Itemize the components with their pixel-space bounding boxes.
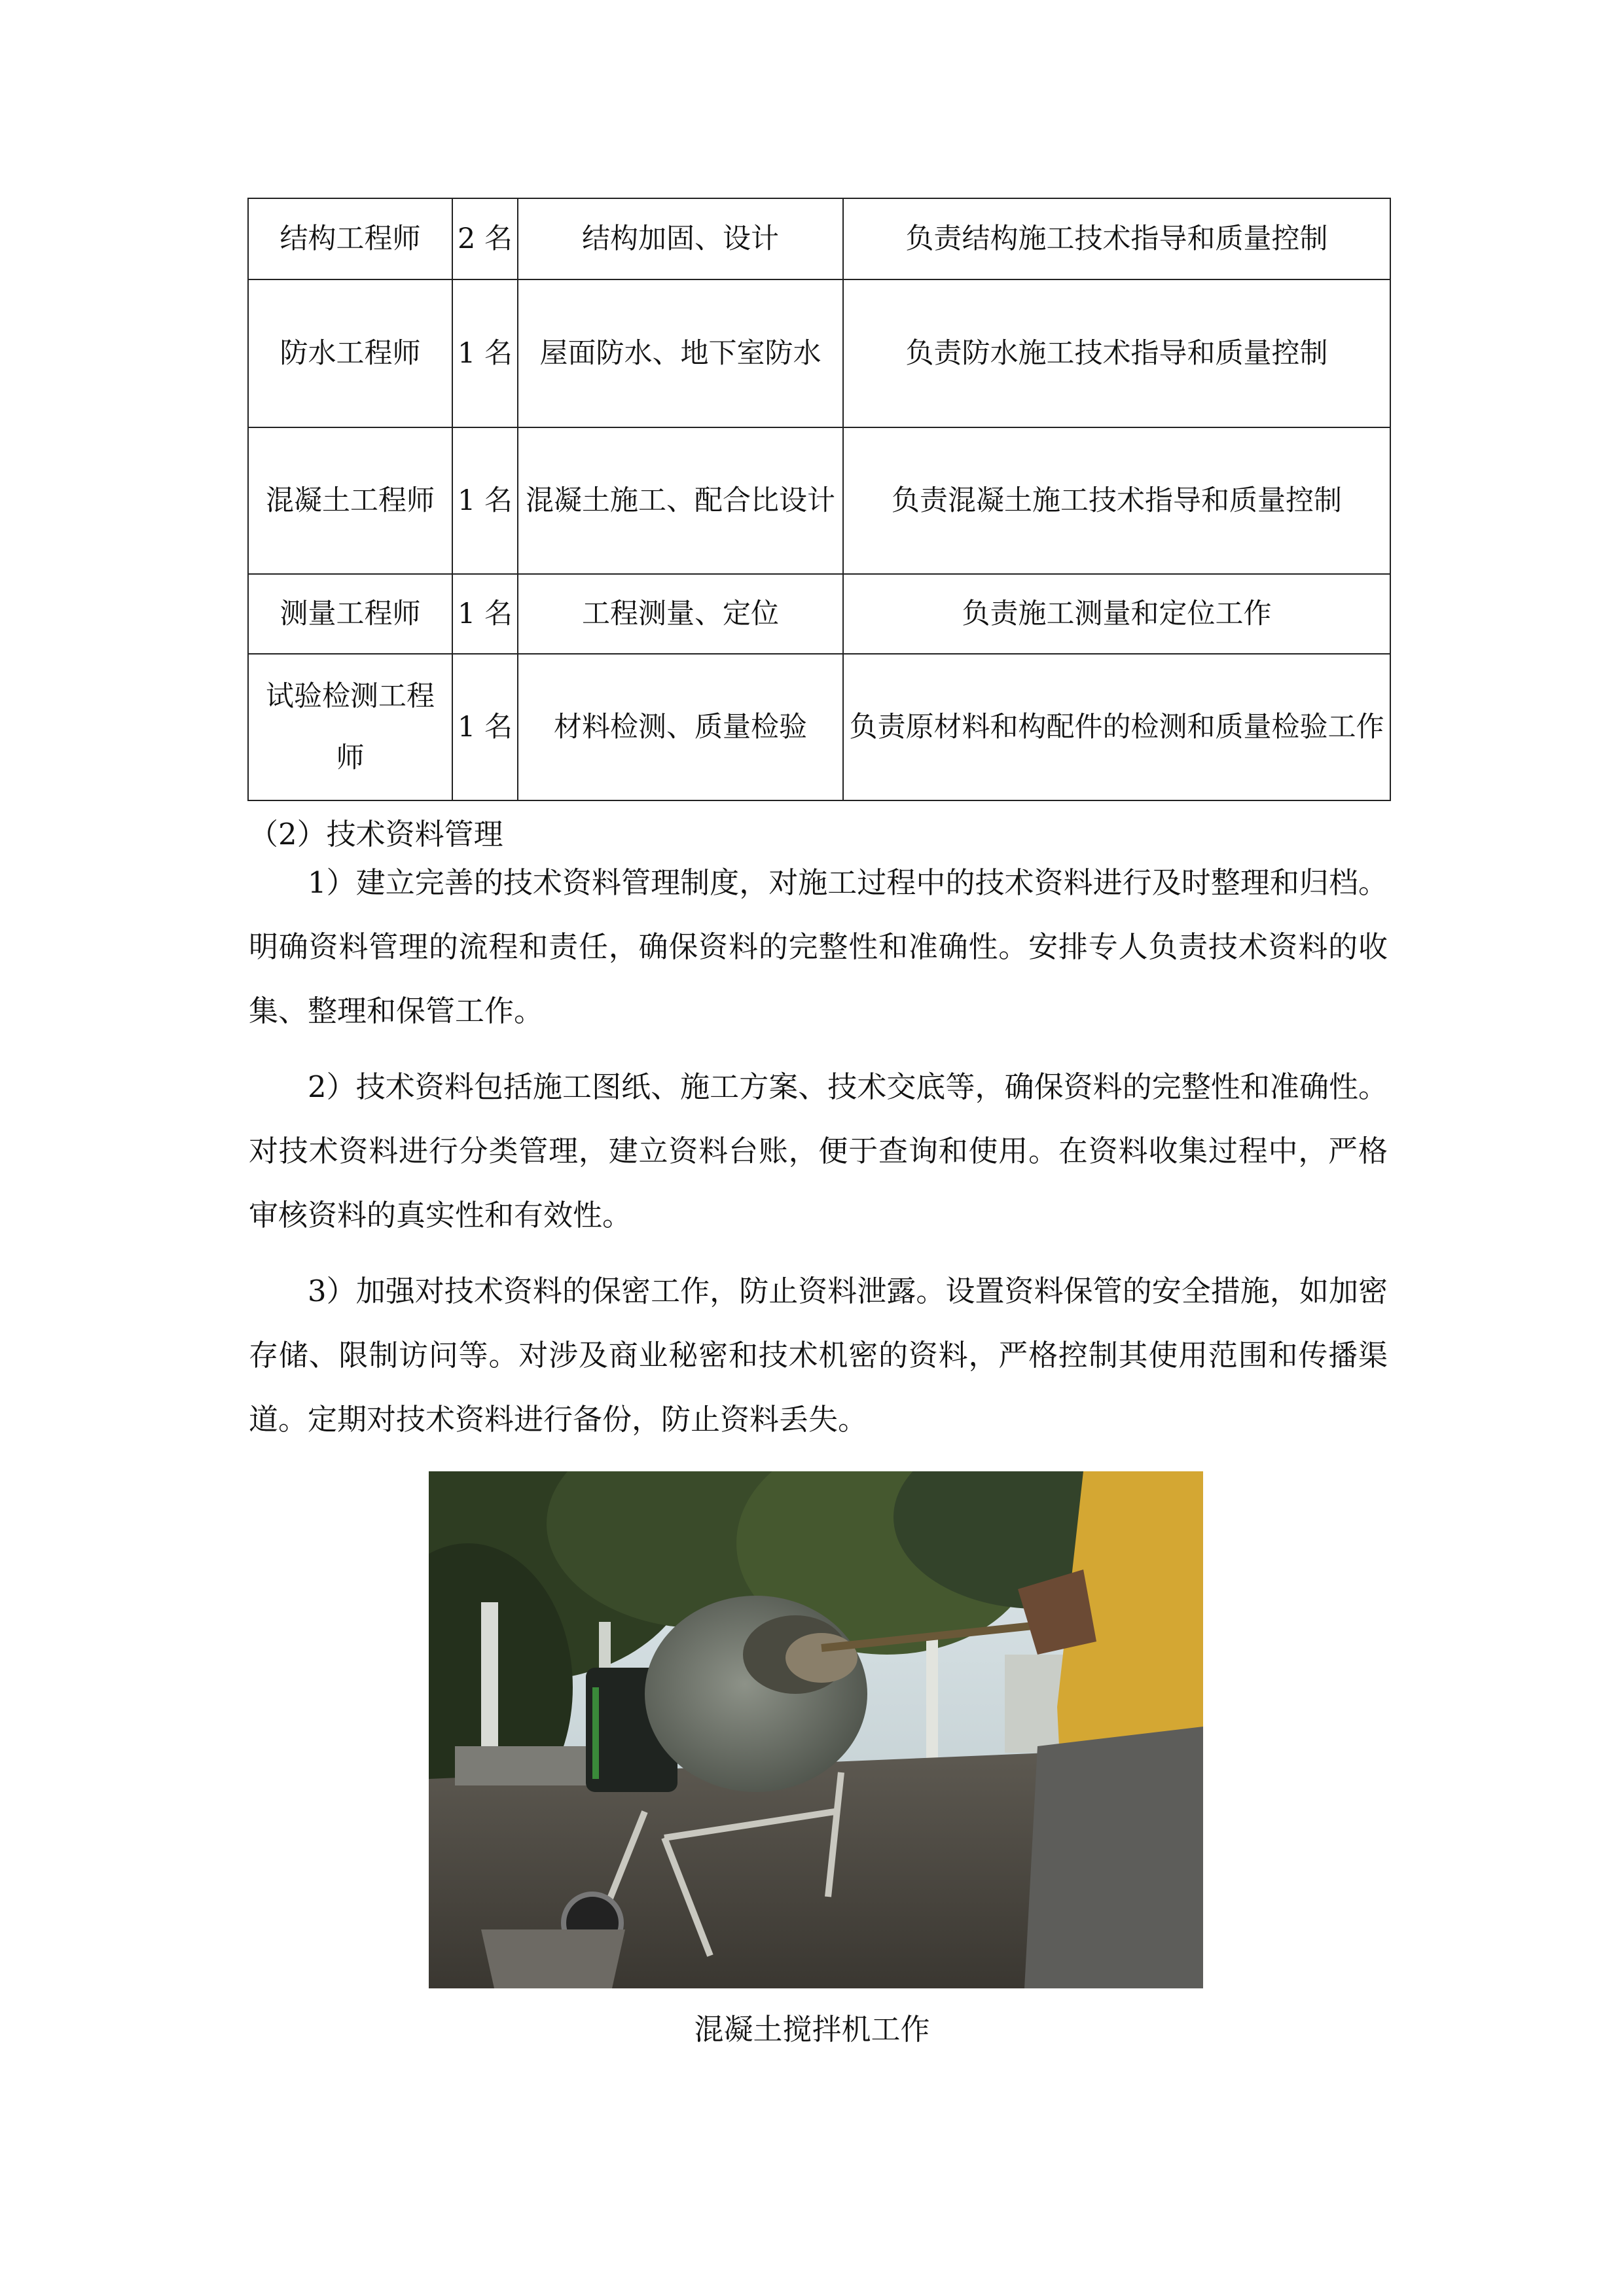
- table-row: [248, 198, 1390, 279]
- specialty-cell: 混凝土施工、配合比设计: [518, 427, 843, 574]
- table-row: [248, 427, 1390, 574]
- table-row: [248, 279, 1390, 427]
- paragraph: 2）技术资料包括施工图纸、施工方案、技术交底等，确保资料的完整性和准确性。对技术资料进行分类管理，建立资料台账，便于查询和使用。在资料收集过程中，严格审核资料的真实性和有效性。: [249, 1069, 1388, 1232]
- duty-cell: 负责施工测量和定位工作: [843, 574, 1390, 654]
- count-cell: 1 名: [452, 654, 518, 800]
- role-cell: 混凝土工程师: [248, 427, 452, 574]
- count-cell: 1 名: [452, 279, 518, 427]
- concrete-mixer-photo: [429, 1471, 1203, 1988]
- paragraph: 1）建立完善的技术资料管理制度，对施工过程中的技术资料进行及时整理和归档。明确资料管理的流程和责任，确保资料的完整性和准确性。安排专人负责技术资料的收集、整理和保管工作。: [249, 865, 1388, 1028]
- table-row: [248, 654, 1390, 800]
- specialty-cell: 工程测量、定位: [518, 574, 843, 654]
- paragraph: 3）加强对技术资料的保密工作，防止资料泄露。设置资料保管的安全措施，如加密存储、限制访问等。对涉及商业秘密和技术机密的资料，严格控制其使用范围和传播渠道。定期对技术资料进行备份，防止资料丢失。: [249, 1274, 1388, 1437]
- duty-cell: 负责结构施工技术指导和质量控制: [843, 198, 1390, 279]
- specialty-cell: 材料检测、质量检验: [518, 654, 843, 800]
- count-cell: 1 名: [452, 574, 518, 654]
- duty-cell: 负责混凝土施工技术指导和质量控制: [843, 427, 1390, 574]
- duty-cell: 负责原材料和构配件的检测和质量检验工作: [843, 654, 1390, 800]
- count-cell: 2 名: [452, 198, 518, 279]
- role-cell: 测量工程师: [248, 574, 452, 654]
- duty-cell: 负责防水施工技术指导和质量控制: [843, 279, 1390, 427]
- section-heading: （2）技术资料管理: [249, 817, 503, 852]
- specialty-cell: 结构加固、设计: [518, 198, 843, 279]
- specialty-cell: 屋面防水、地下室防水: [518, 279, 843, 427]
- role-cell: 试验检测工程师: [248, 654, 452, 800]
- role-cell: 防水工程师: [248, 279, 452, 427]
- count-cell: 1 名: [452, 427, 518, 574]
- role-cell: 结构工程师: [248, 198, 452, 279]
- table-row: [248, 574, 1390, 654]
- figure-caption: 混凝土搅拌机工作: [694, 2012, 930, 2047]
- staff-table: [247, 198, 1391, 801]
